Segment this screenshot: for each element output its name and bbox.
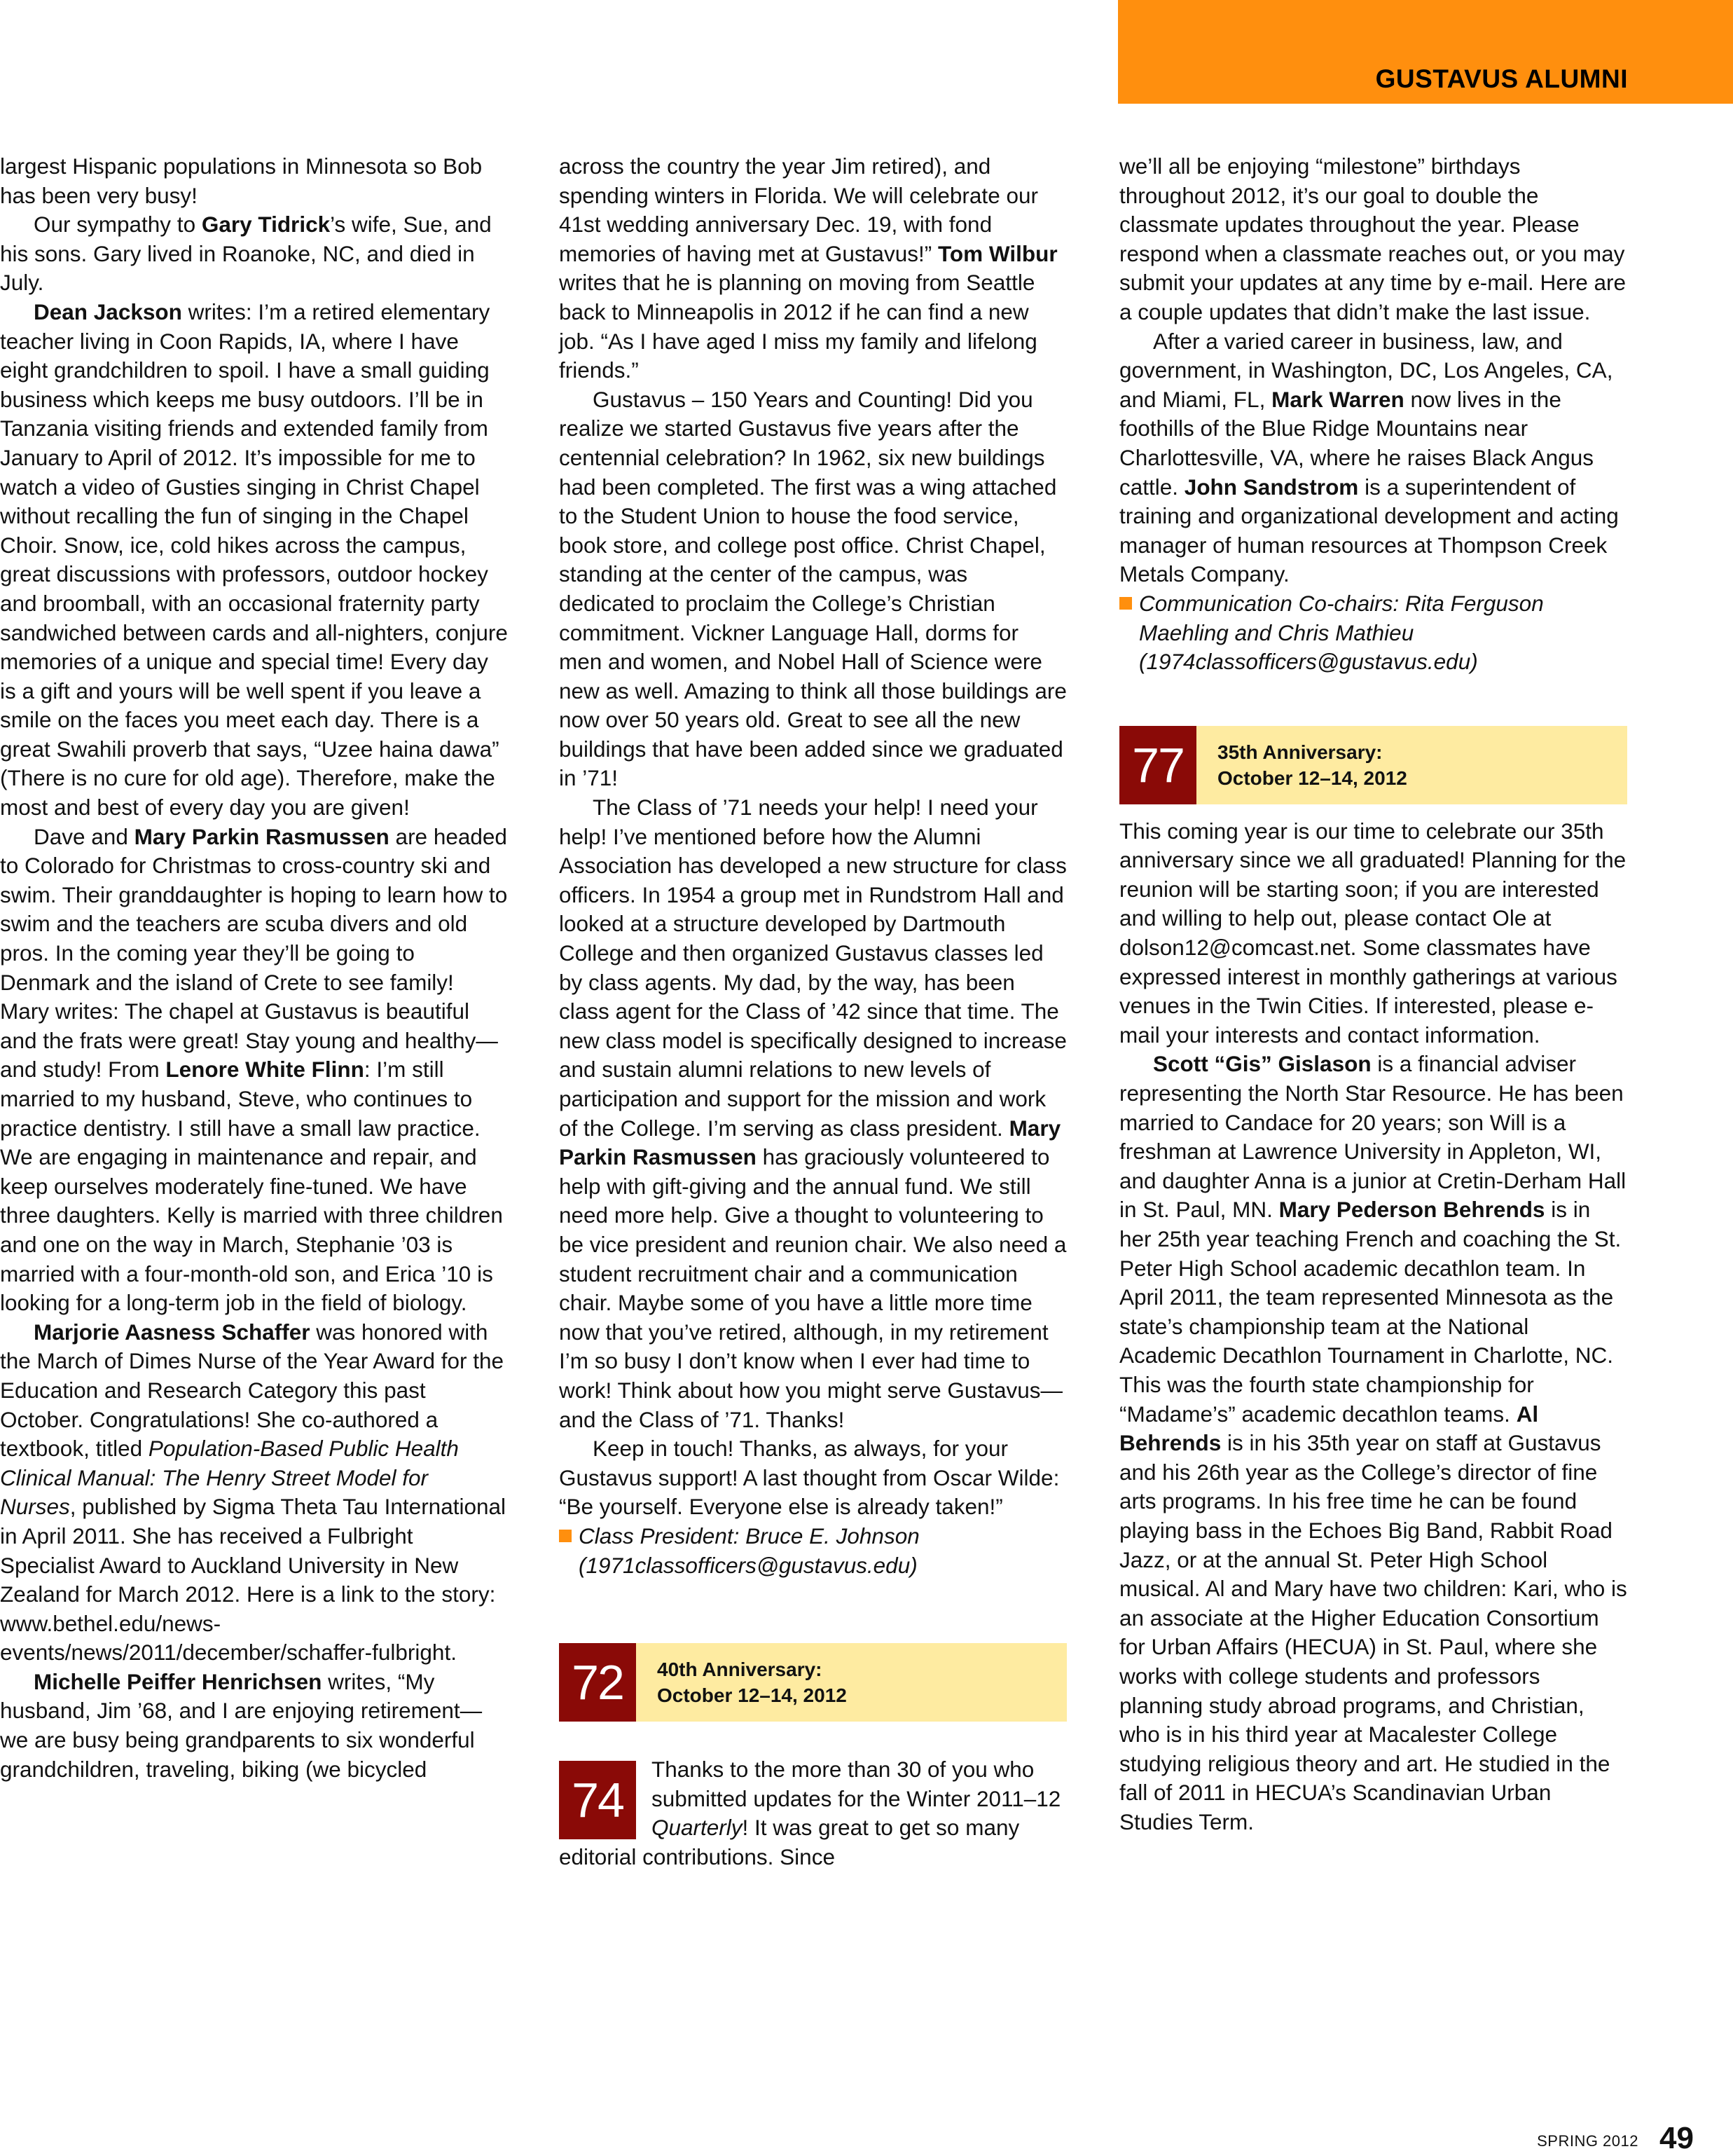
- class-1974-signature: [1119, 589, 1627, 677]
- text-run: is a superintendent of training and organizational development and acting manager of human resources at Thompson Creek Metals Company.: [1119, 474, 1619, 587]
- paragraph: [0, 210, 508, 298]
- name-highlight: Mark Warren: [1271, 386, 1404, 412]
- paragraph: [0, 298, 508, 823]
- text-run: The Class of ’71 needs your help! I need your help! I’ve mentioned before how the Alumni Association has developed a new structure for class officers. In 1954 a group met in Rundstrom Hall and looked at a structure developed by Dartmouth College and then organized Gustavus classes led by class agents. My dad, by the way, has been class agent for the Class of ’42 since that time. The new class model is specifically designed to increase and sustain alumni relations to new levels of participation and support for the mission and work of the College. I’m serving as class president.: [559, 795, 1067, 1141]
- section-header-band: [1118, 0, 1733, 104]
- text-run: is in her 25th year teaching French and coaching the St. Peter High School academic decathlon team. In April 2011, the team represented Minnesota as the state’s championship team at the National Academic Decathlon Tournament in Charlotte, NC. This was the fourth state championship for “Madame’s” academic decathlon teams.: [1119, 1197, 1622, 1427]
- text-run: was honored with the March of Dimes Nurse of the Year Award for the Education and Research Category this past October. Congratulations! She co-authored a textbook, titled: [0, 1319, 504, 1462]
- column-1: [0, 152, 508, 1784]
- name-highlight: Scott “Gis” Gislason: [1153, 1051, 1372, 1077]
- italic-text: Population-Based Public Health Clinical Manual: The Henry Street Model for Nurses: [0, 1436, 459, 1520]
- text-run: are headed to Colorado for Christmas to cross-country ski and swim. Their granddaughter is hoping to learn how to swim and the teachers are scuba divers and old pros. In the coming year they’ll be going to Denmark and the island of Crete to see family! Mary writes: The chapel at Gustavus is beautiful and the frats were great! Stay young and healthy—and study! From: [0, 823, 508, 1083]
- reunion-dates: October 12–14, 2012: [657, 1684, 847, 1707]
- text-run: Keep in touch! Thanks, as always, for your Gustavus support! A last thought from Oscar Wilde: “Be yourself. Everyone else is already taken!”: [559, 1436, 1060, 1520]
- class-year-number: 72: [559, 1643, 636, 1722]
- text-run: Our sympathy to: [34, 212, 202, 238]
- class-77-body: [1119, 817, 1627, 1837]
- text-run: This coming year is our time to celebrate our 35th anniversary since we all graduated! Planning for the reunion will be starting soon; if you are interested and willing to help out, please contact Ole at dolson12@comcast.net. Some classmates have expressed interest in monthly gatherings at various venues in the Twin Cities. If interested, please e-mail your interests and contact information.: [1119, 818, 1627, 1048]
- text-run: writes that he is planning on moving from Seattle back to Minneapolis in 2012 if he can find a new job. “As I have aged I miss my family and lifelong friends.”: [559, 270, 1037, 383]
- bullet-square-icon: [559, 1530, 572, 1542]
- section-title: GUSTAVUS ALUMNI: [1375, 64, 1628, 93]
- text-run: across the country the year Jim retired), and spending winters in Florida. We will celebrate our 41st wedding anniversary Dec. 19, with fond memories of having met at Gustavus!”: [559, 153, 1038, 266]
- class-banner-72: [559, 1643, 1067, 1722]
- text-run: Thanks to the more than 30 of you who submitted updates for the Winter 2011–12: [651, 1757, 1061, 1811]
- name-highlight: John Sandstrom: [1184, 474, 1359, 500]
- text-run: now lives in the foothills of the Blue Ridge Mountains near Charlottesville, VA, where he raises Black Angus cattle.: [1119, 386, 1594, 500]
- name-highlight: Lenore White Flinn: [165, 1057, 364, 1083]
- text-run: ’s wife, Sue, and his sons. Gary lived in Roanoke, NC, and died in July.: [0, 212, 492, 296]
- name-highlight: Mary Pederson Behrends: [1278, 1197, 1545, 1223]
- issue-label: SPRING 2012: [1537, 2132, 1638, 2150]
- text-run: writes: I’m a retired elementary teacher living in Coon Rapids, IA, where I have eight grandchildren to spoil. I have a small guiding business which keeps me busy outdoors. I’ll be in Tanzania visiting friends and extended family from January to April of 2012. It’s impossible for me to watch a video of Gusties singing in Christ Chapel without recalling the fun of singing in the Chapel Choir. Snow, ice, cold hikes across the campus, great discussions with professors, outdoor hockey and broomball, with an occasional fraternity party sandwiched between cards and all-nighters, conjure memories of a unique and special time! Every day is a gift and yours will be well spent if you leave a smile on the faces you meet each day. There is a great Swahili proverb that says, “Uzee haina dawa” (There is no cure for old age). Therefore, make the most and best of every day you are given!: [0, 298, 508, 820]
- text-run: is a financial adviser representing the North Star Resource. He has been married to Candace for 20 years; son Will is a freshman at Lawrence University in Appleton, WI, and daughter Anna is a junior at Cretin-Derham Hall in St. Paul, MN.: [1119, 1051, 1627, 1223]
- paragraph: [1119, 817, 1627, 1050]
- name-highlight: Marjorie Aasness Schaffer: [34, 1319, 310, 1345]
- text-run: ! It was great to get so many editorial contributions. Since: [559, 1815, 1020, 1869]
- paragraph: [1119, 152, 1627, 327]
- signature-text: Communication Co-chairs: Rita Ferguson Maehling and Chris Mathieu (1974classofficers@gustavus.edu): [1139, 590, 1544, 675]
- class-banner-77: [1119, 726, 1627, 804]
- name-highlight: Michelle Peiffer Henrichsen: [34, 1668, 322, 1694]
- text-run: , published by Sigma Theta Tau International in April 2011. She has received a Fulbright Specialist Award to Auckland University in New Zealand for March 2012. Here is a link to the story: www.bethel.edu/news-events/news/2011/december/schaffer-fulbright.: [0, 1494, 506, 1666]
- bullet-square-icon: [1119, 597, 1132, 610]
- column-1-body: [0, 152, 508, 1784]
- text-run: is in his 35th year on staff at Gustavus and his 26th year as the College’s director of fine arts programs. In his free time he can be found playing bass in the Echoes Big Band, Rabbit Road Jazz, or at the annual St. Peter High School musical. Al and Mary have two children: Kari, who is an associate at the Higher Education Consortium for Urban Affairs (HECUA) in St. Paul, where she works with college students and professors planning study abroad programs, and Christian, who is in his third year at Macalester College studying religious theory and art. He studied in the fall of 2011 in HECUA’s Scandinavian Urban Studies Term.: [1119, 1430, 1627, 1834]
- column-2: [559, 152, 1067, 1872]
- text-run: writes, “My husband, Jim ’68, and I are enjoying retirement—we are busy being grandparents to six wonderful grandchildren, traveling, biking (we bicycled: [0, 1668, 483, 1782]
- paragraph: [1119, 327, 1627, 589]
- paragraph: [0, 823, 508, 1318]
- name-highlight: Al Behrends: [1119, 1401, 1539, 1456]
- paragraph: [559, 793, 1067, 1434]
- paragraph: [559, 1434, 1067, 1522]
- anniversary-label: 35th Anniversary:: [1217, 741, 1383, 763]
- page-number: 49: [1659, 2121, 1694, 2155]
- name-highlight: Mary Parkin Rasmussen: [559, 1115, 1061, 1170]
- italic-text: Quarterly: [651, 1815, 743, 1841]
- name-highlight: Tom Wilbur: [937, 240, 1058, 266]
- column-2-body: [559, 152, 1067, 1522]
- class-year-number: 77: [1119, 726, 1196, 804]
- paragraph: [0, 1318, 508, 1668]
- text-run: we’ll all be enjoying “milestone” birthdays throughout 2012, it’s our goal to double the classmate updates throughout the year. Please respond when a classmate reaches out, or you may submit your updates at any time by e-mail. Here are a couple updates that didn’t make the last issue.: [1119, 153, 1627, 324]
- column-3: [1119, 152, 1627, 1836]
- text-run: Dave and: [34, 823, 134, 849]
- text-run: has graciously volunteered to help with gift-giving and the annual fund. We still need more help. Give a thought to volunteering to be vice president and reunion chair. We also need a student recruitment chair and a communication chair. Maybe some of you have a little more time now that you’ve retired, although, in my retirement I’m so busy I don’t know when I ever had time to work! Think about how you might serve Gustavus—and the Class of ’71. Thanks!: [559, 1144, 1067, 1432]
- reunion-dates: October 12–14, 2012: [1217, 767, 1407, 789]
- name-highlight: Gary Tidrick: [201, 212, 331, 238]
- anniversary-label: 40th Anniversary:: [657, 1659, 822, 1681]
- text-run: : I’m still married to my husband, Steve, who continues to practice dentistry. I still have a small law practice. We are engaging in maintenance and repair, and keep ourselves moderately fine-tuned. We have three daughters. Kelly is married with three children and one on the way in March, Stephanie ’03 is married with a four-month-old son, and Erica ’10 is looking for a long-term job in the field of biology.: [0, 1057, 503, 1316]
- class-section-74: [559, 1755, 1067, 1872]
- paragraph: [0, 152, 508, 210]
- text-run: Gustavus – 150 Years and Counting! Did you realize we started Gustavus five years after the centennial celebration? In 1962, six new buildings had been completed. The first was a wing attached to the Student Union to house the food service, book store, and college post office. Christ Chapel, standing at the center of the campus, was dedicated to proclaim the College’s Christian commitment. Vickner Language Hall, dorms for men and women, and Nobel Hall of Science were new as well. Amazing to think all those buildings are now over 50 years old. Great to see all the new buildings that have been added since we graduated in ’71!: [559, 386, 1067, 791]
- name-highlight: Mary Parkin Rasmussen: [134, 823, 389, 849]
- class-year-number: 74: [559, 1761, 636, 1839]
- text-run: After a varied career in business, law, and government, in Washington, DC, Los Angeles, CA, and Miami, FL,: [1119, 328, 1613, 412]
- paragraph: [0, 1668, 508, 1784]
- paragraph: [559, 152, 1067, 385]
- paragraph: [559, 385, 1067, 793]
- class-1971-signature: [559, 1522, 1067, 1580]
- column-3-body: [1119, 152, 1627, 589]
- paragraph: [1119, 1050, 1627, 1836]
- name-highlight: Dean Jackson: [34, 298, 182, 324]
- text-run: largest Hispanic populations in Minnesota so Bob has been very busy!: [0, 153, 483, 208]
- signature-text: Class President: Bruce E. Johnson (1971classofficers@gustavus.edu): [579, 1523, 920, 1578]
